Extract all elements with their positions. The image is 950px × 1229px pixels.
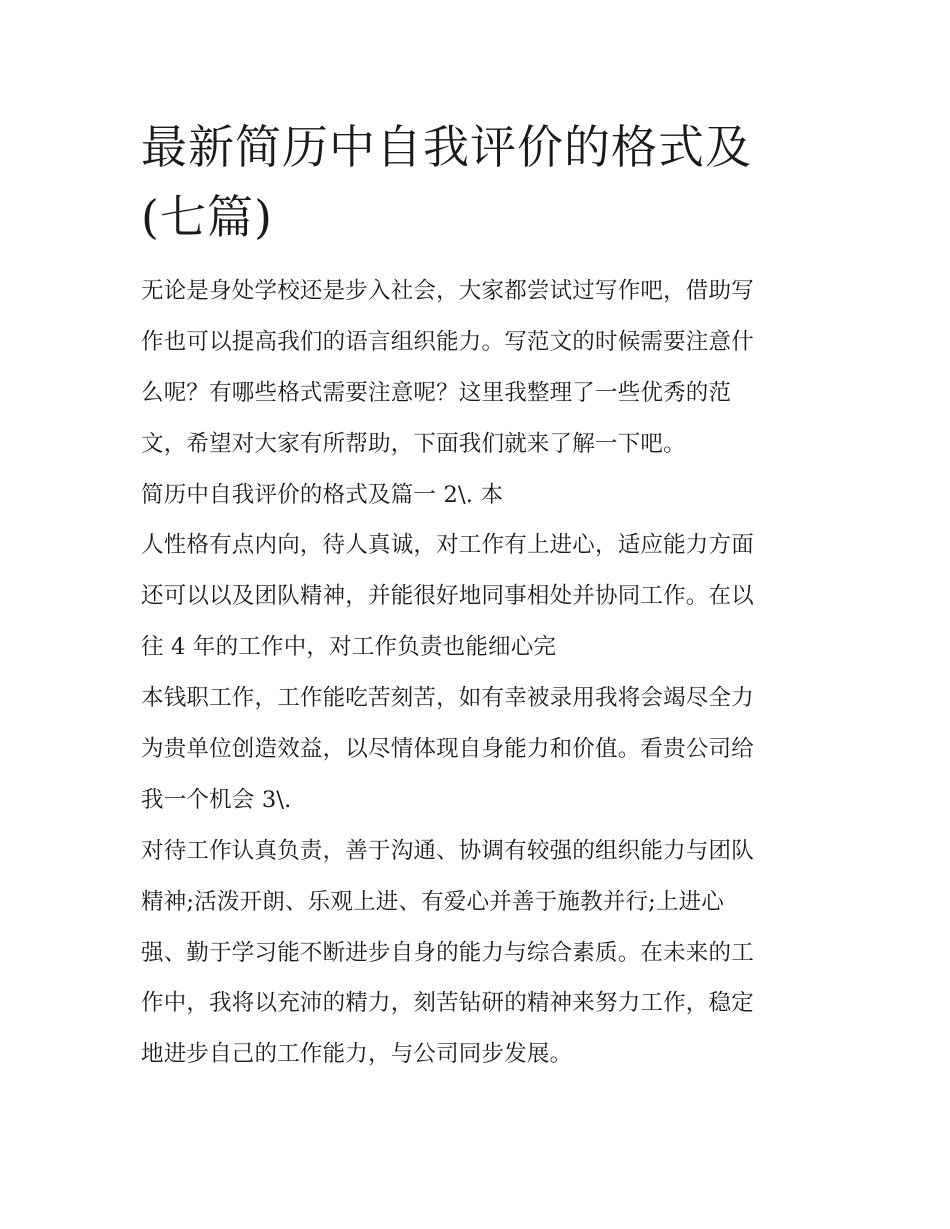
document-content (141, 112, 821, 1080)
body-line: 人性格有点内向，待人真诚，对工作有上进心，适应能力方面 (141, 532, 754, 559)
body-line: 强、勤于学习能不断进步自身的能力与综合素质。在未来的工 (141, 939, 754, 966)
body-line: 文，希望对大家有所帮助，下面我们就来了解一下吧。 (141, 430, 686, 457)
body-line: 么呢？有哪些格式需要注意呢？这里我整理了一些优秀的范 (141, 379, 732, 406)
document-body (141, 266, 821, 1080)
body-line: 作也可以提高我们的语言组织能力。写范文的时候需要注意什 (141, 328, 754, 355)
section-heading-line: 简历中自我评价的格式及篇一 2\. 本 (141, 481, 504, 508)
title-line: (七篇) (141, 190, 273, 244)
body-line: 为贵单位创造效益，以尽情体现自身能力和价值。看贵公司给 (141, 736, 754, 763)
body-line: 往 4 年的工作中，对工作负责也能细心完 (141, 634, 557, 661)
body-line: 本钱职工作，工作能吃苦刻苦，如有幸被录用我将会竭尽全力 (141, 685, 754, 712)
body-line: 精神;活泼开朗、乐观上进、有爱心并善于施教并行;上进心 (141, 888, 725, 915)
body-line: 无论是身处学校还是步入社会，大家都尝试过写作吧，借助写 (141, 278, 754, 304)
body-line: 地进步自己的工作能力，与公司同步发展。 (141, 1041, 573, 1068)
document-title (141, 112, 821, 252)
title-line: 最新简历中自我评价的格式及 (141, 120, 752, 174)
body-line: 对待工作认真负责，善于沟通、协调有较强的组织能力与团队 (141, 837, 754, 864)
body-line: 还可以以及团队精神，并能很好地同事相处并协同工作。在以 (141, 583, 754, 610)
body-line: 我一个机会 3\. (141, 786, 292, 813)
body-line: 作中，我将以充沛的精力，刻苦钻研的精神来努力工作，稳定 (141, 990, 754, 1017)
